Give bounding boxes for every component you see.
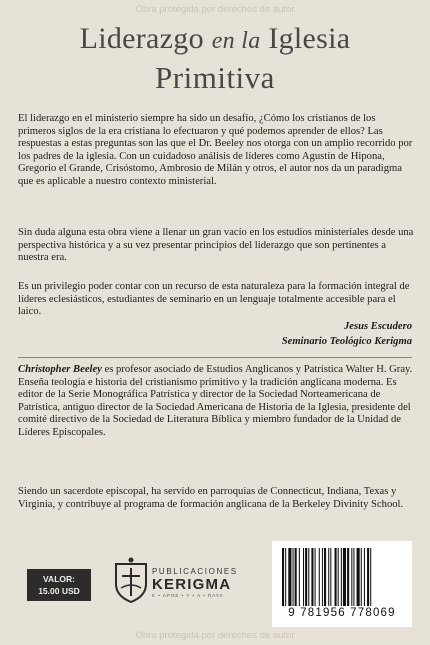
publisher-logo xyxy=(112,556,252,612)
barcode xyxy=(272,541,412,627)
barcode-bar xyxy=(303,548,304,606)
title-line-2: Primitiva xyxy=(155,60,275,95)
endorser-organization: Seminario Teológico Kerigma xyxy=(281,336,412,347)
barcode-bar xyxy=(343,548,346,606)
paragraph-intro: El liderazgo en el ministerio siempre ha sido un desafío, ¿Cómo los cristianos de los primeros siglos de la era cristiana lo efectuaron y qué podemos aprender de ellos? Las respuestas a estas preguntas son las que el Dr. Beeley nos otorga con un amplio recorrido por los padres de la iglesia. Con un cuidadoso análisis de líderes como Agustín de Hipona, Gregorio el Grande, Crisóstomo, Ambrosio de Milán y otros, el autor nos da un paradigma que es aplicable a nuestro contexto ministerial. xyxy=(18,113,413,187)
barcode-bar xyxy=(322,548,323,606)
author-bio-text: es profesor asociado de Estudios Anglicanos y Patrística Walter H. Gray. Enseña teología e historia del cristianismo primitivo y la tradición anglicana moderna. Es editor de la Serie Monográfica Patrística y director de la Sociedad Norteamericana de Patrística, antiguo director de la Sociedad Americana de Historia de la Iglesia, presidente del comité directivo de la Sociedad de Literatura Bíblica y miembro fundador de la Unidad de Líderes Episcopales. xyxy=(18,364,413,438)
barcode-bar xyxy=(288,548,291,606)
barcode-bar xyxy=(357,548,360,606)
publisher-tagline: K • APOE • Y • A • ΠΑΥΛ xyxy=(152,593,224,598)
paragraph-third: Es un privilegio poder contar con un recurso de esta naturaleza para la formación integral de líderes eclesiásticos, estudiantes de seminario en un lenguaje totalmente accesible para el laico. xyxy=(18,281,410,318)
barcode-bar xyxy=(364,548,365,606)
barcode-bar xyxy=(299,548,300,606)
author-bio xyxy=(18,364,414,440)
barcode-bar xyxy=(353,548,354,606)
barcode-bar xyxy=(361,548,362,606)
barcode-bar xyxy=(347,548,349,606)
price-label: VALOR: xyxy=(43,574,75,584)
barcode-bar xyxy=(330,548,331,606)
barcode-bar xyxy=(315,548,316,606)
barcode-bar xyxy=(308,548,309,606)
price-amount: 15.00 USD xyxy=(38,586,80,596)
barcode-bar xyxy=(367,548,369,606)
barcode-bar xyxy=(311,548,313,606)
author-ministry: Siendo un sacerdote episcopal, ha servido en parroquias de Connecticut, Indiana, Texas y Virginia, y contribuye al programa de formación anglicana de la Berkeley Divinity School. xyxy=(18,486,404,510)
title-line-1 xyxy=(0,22,430,56)
barcode-bar xyxy=(295,548,297,606)
publisher-name: KERIGMA xyxy=(152,576,232,593)
barcode-bar xyxy=(319,548,320,606)
barcode-bar xyxy=(282,548,284,606)
isbn-number: 9 781956 778069 xyxy=(288,607,396,619)
barcode-bar xyxy=(335,548,337,606)
barcode-bar xyxy=(338,548,339,606)
watermark-top: Obra protegida por derechos de autor xyxy=(135,4,295,15)
barcode-bars xyxy=(280,548,404,606)
section-divider xyxy=(18,357,412,358)
kerigma-emblem-icon xyxy=(112,556,150,604)
price-badge xyxy=(27,569,91,601)
barcode-bar xyxy=(370,548,371,606)
endorser-name: Jesus Escudero xyxy=(344,321,412,332)
barcode-bar xyxy=(328,548,329,606)
title-word-iglesia: Iglesia xyxy=(268,22,351,55)
barcode-bar xyxy=(351,548,352,606)
barcode-bar xyxy=(341,548,342,606)
paragraph-second: Sin duda alguna esta obra viene a llenar un gran vacío en los estudios ministeriales desde una perspectiva histórica y a su vez presentar principios del liderazgo que son pertinentes a nuestra era. xyxy=(18,227,414,264)
publisher-line: PUBLICACIONES xyxy=(152,567,238,576)
barcode-bar xyxy=(324,548,326,606)
barcode-bar xyxy=(293,548,294,606)
barcode-bar xyxy=(285,548,286,606)
title-word-en-la: en la xyxy=(211,28,261,54)
author-name: Christopher Beeley xyxy=(18,364,102,375)
title-word-liderazgo: Liderazgo xyxy=(79,22,204,55)
watermark-bottom: Obra protegida por derechos de autor xyxy=(135,630,295,641)
barcode-bar xyxy=(305,548,307,606)
